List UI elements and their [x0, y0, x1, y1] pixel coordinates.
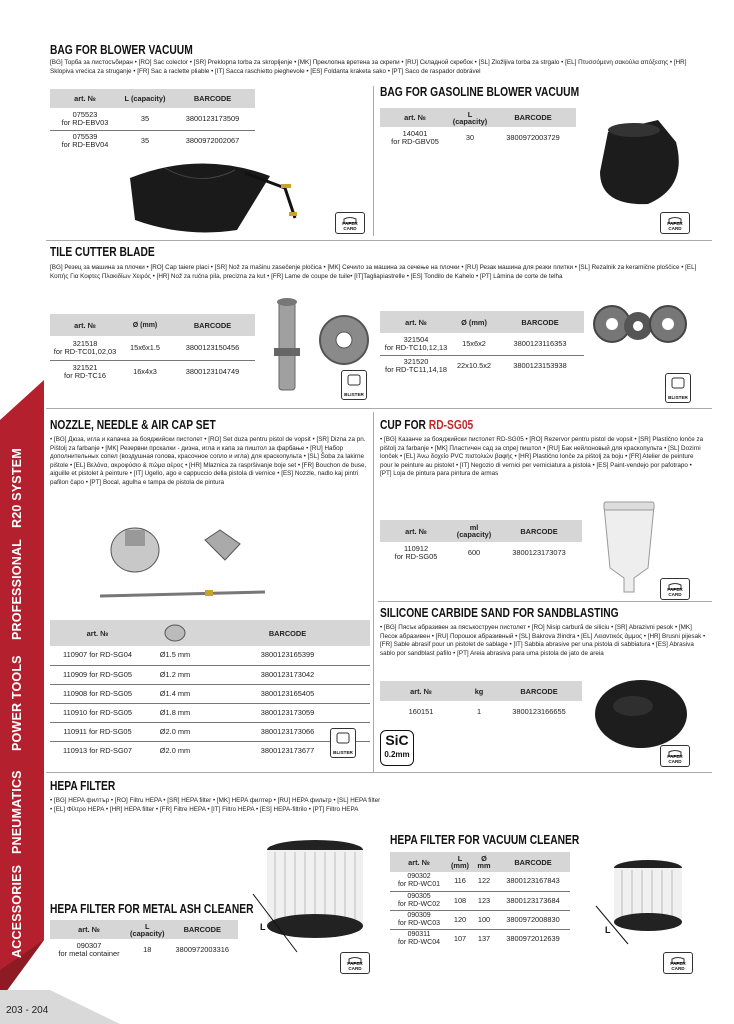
art-no: 110907 for RD-SG04 — [50, 646, 145, 665]
art-no: 090309 — [407, 911, 431, 919]
art-for: for RD-WC04 — [397, 938, 440, 946]
table-row — [380, 701, 582, 723]
pack-label: BLISTER — [344, 392, 364, 397]
col-art: art. № — [50, 920, 128, 939]
table-row — [50, 665, 370, 684]
table-row — [50, 108, 255, 130]
capacity: 35 — [120, 108, 170, 130]
sic-size: 0.2mm — [384, 750, 410, 759]
table-row — [390, 852, 570, 872]
paper-card-icon — [335, 212, 365, 234]
art-no: 110908 for RD-SG05 — [50, 684, 145, 703]
tile-title: TILE CUTTER BLADE — [50, 245, 155, 259]
barcode: 3800972003316 — [175, 945, 229, 954]
divider — [46, 240, 712, 241]
length: 116 — [448, 872, 472, 891]
barcode: 3800123153938 — [513, 361, 567, 371]
table-cell — [390, 910, 448, 929]
diameter: Ø1.2 mm — [145, 665, 205, 684]
hepa-desc-2: • [EL] Φίλτρο HEPA • [HR] HEPA filter • [FR] Filtre HEPA • [IT] Filtro HEPA • [ES] HEPA-filtrilo • [PT] Filtro HEPA — [50, 806, 359, 813]
table-row — [380, 108, 576, 127]
tile-table-left — [50, 314, 255, 384]
blister-icon — [665, 373, 691, 403]
table-row — [50, 722, 370, 741]
paper-card-icon — [660, 578, 690, 600]
art-no: 090302 — [407, 873, 431, 881]
size: 22x10.5x2 — [456, 361, 492, 371]
table-row — [390, 929, 570, 948]
col-art: art. № — [390, 852, 448, 872]
page-numbers: 203 - 204 — [6, 1005, 49, 1016]
paper-card-icon — [660, 745, 690, 767]
table-row — [380, 355, 584, 377]
art-no: 110913 for RD-SG07 — [63, 745, 132, 755]
paper-card-icon — [340, 952, 370, 974]
cup-title: CUP FOR RD-SG05 — [380, 418, 474, 432]
dimension-l-label: L — [605, 925, 611, 935]
art-no: 160151 — [408, 707, 434, 716]
table-cell — [50, 108, 120, 130]
capacity: 35 — [140, 136, 150, 146]
col-barcode: BARCODE — [496, 681, 582, 701]
barcode: 3800123165399 — [205, 646, 370, 665]
col-art: art. № — [380, 108, 450, 127]
table-cell — [50, 939, 128, 961]
table-cell — [50, 130, 120, 152]
dimension-l-label: L — [260, 922, 266, 932]
col-diameter: Ø mm — [472, 852, 496, 872]
barcode: 3800123173059 — [205, 703, 370, 722]
table-row — [50, 130, 255, 152]
col-art: art. № — [50, 314, 120, 336]
bag-gasoline-title: BAG FOR GASOLINE BLOWER VACUUM — [380, 85, 580, 99]
table-row — [50, 336, 255, 360]
nozzle-desc: • [BG] Дюза, игла и капачка за бояджийски пистолет • [RO] Set duza pentru pistol de vopsit • [SR] Dizna za pn. Pištolj za farbanje • [MK] Резервни прскалки - дизна, игла и капа за пиштол за фарбање • [RU] Набор дополнительных сопел (воздушная голова, красочное сопло и игла) для краскопульта • [SL] Šoba za lakirne pištole • [EL] Βελόνα, ακροφύσιο & πώμα αέρος • [HR] Mlaznica za raspršivanje boje set • [FR] Bouchon de buse, aiguille et pistolet à peinture • [IT] Ugello, ago e cappuccio della pistola di vernice • [ES] Nozzle, nadlo kaj pintri pafilon ĉapo • [PT] Bocal, agulha e tampa de pistola de pintura — [50, 436, 367, 486]
art-for: for metal container — [58, 949, 120, 958]
sand-table — [380, 681, 582, 723]
table-cell — [390, 929, 448, 948]
table-row — [380, 520, 582, 542]
length: 120 — [448, 910, 472, 929]
table-row — [380, 333, 584, 355]
col-art: art. № — [380, 520, 452, 542]
art-for: for RD-TC10,12,13 — [384, 342, 448, 352]
table-row — [390, 910, 570, 929]
art-for: for RD-TC11,14,18 — [385, 365, 447, 375]
sidebar-professional[interactable]: PROFESSIONAL — [10, 538, 24, 640]
table-row — [380, 311, 584, 333]
capacity: 600 — [467, 548, 481, 557]
capacity: 30 — [465, 133, 475, 142]
col-barcode: BARCODE — [170, 89, 255, 108]
diameter: 123 — [472, 891, 496, 910]
art-no: 090307 — [76, 941, 102, 950]
sidebar-pneumatics[interactable]: PNEUMATICS — [10, 770, 24, 854]
col-art: art. № — [380, 311, 452, 333]
art-for: for RD-WC01 — [397, 881, 440, 889]
art-no: 110912 — [403, 544, 429, 553]
art-no: 110909 for RD-SG05 — [50, 665, 145, 684]
art-no: 140401 — [402, 129, 428, 138]
art-for: for RD-WC02 — [397, 900, 440, 908]
col-length: L (mm) — [448, 852, 472, 872]
barcode: 3800123173509 — [170, 108, 255, 130]
gasoline-bag-image — [588, 112, 698, 212]
col-barcode: BARCODE — [496, 852, 570, 872]
table-row — [50, 920, 238, 939]
diameter: 122 — [472, 872, 496, 891]
bag-gasoline-table — [380, 108, 576, 149]
diameter: Ø1.4 mm — [145, 684, 205, 703]
barcode: 3800123173042 — [205, 665, 370, 684]
bag-blower-title: BAG FOR BLOWER VACUUM — [50, 43, 193, 57]
table-row — [50, 939, 238, 961]
bag-blower-table — [50, 89, 255, 152]
table-row — [50, 703, 370, 722]
barcode: 3800123150456 — [170, 336, 255, 360]
table-row — [380, 681, 582, 701]
tile-table-right — [380, 311, 584, 377]
table-cell — [380, 542, 452, 564]
col-barcode: BARCODE — [205, 620, 370, 646]
size: 16x4x3 — [133, 367, 157, 377]
capacity: 18 — [143, 945, 152, 954]
cup-desc: • [BG] Казанче за бояджийски пистолет RD-SG05 • [RO] Rezervor pentru pistol de vopsit • [SR] Plastično lonče za pištolj za farbanje • [MK] Пластичен сад за спреј пиштол • [RU] Бак нейлоновый для краскопульта • [SL] Dozirni lonček • [EL] Άνω δοχείο PVC πιστολιών βαφής • [HR] Plastično lonče za pištolj za boju • [FR] Atelier de peinture pour le peinture au pistolet • [IT] Negozio di vernici per verniciatura a pistola • [ES] Paint-vendejo por pafotrapo • [PT] Loja de pintura para pintura de armas — [380, 436, 704, 478]
length: 108 — [448, 891, 472, 910]
divider — [46, 772, 712, 773]
col-capacity: ml (capacity) — [452, 520, 496, 542]
art-no: 321504 — [403, 334, 429, 344]
hepa-desc-1: • [BG] HEPA филтър • [RO] Filtru HEPA • [SR] HEPA filter • [MK] HEPA филтер • [RU] HEPA фильтр • [SL] HEPA filter — [50, 797, 381, 804]
art-no: 321520 — [403, 357, 429, 367]
art-no: 110911 for RD-SG05 — [50, 722, 145, 741]
sidebar — [0, 380, 44, 1000]
table-row — [50, 360, 255, 384]
sand-pile-image — [593, 672, 689, 750]
blower-bag-image — [105, 158, 305, 238]
barcode: 3800123166655 — [512, 707, 566, 716]
divider — [373, 412, 374, 772]
pack-label: PAPER CARD — [667, 221, 683, 231]
art-no: 321518 — [72, 338, 98, 348]
barcode: 3800972008830 — [496, 910, 570, 929]
col-barcode: BARCODE — [167, 920, 239, 939]
barcode: 3800123173677 — [260, 745, 315, 755]
pack-label: PAPER CARD — [670, 961, 686, 971]
art-no: 321521 — [72, 363, 98, 373]
barcode: 3800123173684 — [496, 891, 570, 910]
table-row — [50, 314, 255, 336]
cup-table — [380, 520, 582, 564]
barcode: 3800972012639 — [506, 933, 560, 943]
art-for: for RD-SG05 — [394, 552, 438, 561]
diameter: 100 — [472, 910, 496, 929]
col-diameter: Ø (mm) — [120, 314, 170, 336]
paper-card-icon — [663, 952, 693, 974]
art-for: for RD-TC16 — [64, 371, 106, 381]
table-cell — [50, 360, 120, 384]
pack-label: PAPER CARD — [667, 587, 683, 597]
barcode: 3800972003729 — [506, 133, 560, 142]
col-art: art. № — [50, 89, 120, 108]
hepa-metal-table — [50, 920, 238, 961]
barcode: 3800123173066 — [205, 722, 370, 741]
art-for: for RD-EBV04 — [61, 140, 109, 150]
sidebar-power-tools[interactable]: POWER TOOLS — [10, 655, 24, 751]
diameter: Ø1.5 mm — [145, 646, 205, 665]
paper-card-icon — [660, 212, 690, 234]
diameter: Ø2.0 mm — [159, 745, 191, 755]
art-no: 075523 — [72, 109, 98, 119]
hepa-vac-table — [390, 852, 570, 948]
diameter: Ø1.8 mm — [145, 703, 205, 722]
table-row — [380, 127, 576, 149]
col-art: art. № — [50, 620, 145, 646]
art-no: 110910 for RD-SG05 — [50, 703, 145, 722]
diameter: 137 — [477, 933, 491, 943]
art-no: 090305 — [407, 892, 431, 900]
col-diameter: Ø (mm) — [452, 311, 496, 333]
table-cell — [380, 355, 452, 377]
col-barcode: BARCODE — [170, 314, 255, 336]
art-for: for RD-GBV05 — [391, 137, 439, 146]
sidebar-r20[interactable]: R20 SYSTEM — [10, 448, 24, 528]
art-no: 075539 — [72, 132, 98, 142]
table-row — [50, 646, 370, 665]
cup-image — [598, 498, 660, 594]
size: 15x6x2 — [452, 333, 496, 355]
col-capacity: L (capacity) — [120, 89, 170, 108]
col-kg: kg — [462, 681, 496, 701]
hepa-vac-title: HEPA FILTER FOR VACUUM CLEANER — [390, 833, 580, 847]
pack-label: BLISTER — [333, 750, 353, 755]
hepa-title: HEPA FILTER — [50, 779, 116, 793]
col-barcode: BARCODE — [496, 311, 584, 333]
nozzle-icon — [160, 624, 190, 642]
table-cell — [390, 891, 448, 910]
blister-icon — [330, 728, 356, 758]
blister-icon — [341, 370, 367, 400]
barcode: 3800123167843 — [496, 872, 570, 891]
divider — [378, 601, 712, 602]
art-no: 090311 — [407, 930, 431, 938]
sand-title: SILICONE CARBIDE SAND FOR SANDBLASTING — [380, 606, 619, 620]
pack-label: PAPER CARD — [342, 221, 358, 231]
sic-badge — [380, 730, 414, 766]
tile-desc: [BG] Резец за машина за плочки • [RO] Cap taiere placi • [SR] Nož za mašinu zasečenje pločica • [MK] Сечило за машина за сечење на плочки • [RU] Резак машина для резки плитки • [SL] Rezalnik za keramične ploščice • [EL] Κοπής Για Κοφτες Πλακιδίων Χειρός • [HR] Nož za ručna pila, precizna za kut • [FR] Lame de coupe de tuile• [IT]Tagliapiastrelle • [ES] Tondilo de Kahelo • [PT] Lâmina de corte de telha — [50, 264, 697, 280]
col-capacity: L (capacity) — [130, 921, 165, 938]
nozzle-table — [50, 620, 370, 760]
table-row — [50, 741, 370, 760]
barcode: 3800972002067 — [185, 136, 240, 146]
col-barcode: BARCODE — [496, 520, 582, 542]
barcode: 3800123104749 — [185, 367, 240, 377]
bag-blower-desc: [BG] Торба за листосъбиран • [RO] Sac colector • [SR] Preklopna torba za skropljenje • [MK] Преклопна вретена за скрепи • [RU] Складной скребок • [SL] Zložljiva torba za strgalo • [EL] Πτυσσόμενη σακούλα απόξεσης • [HR] Sklopiva vrećica za struganje • [FR] Sac à raclette pliable • [IT] Sacca raschietto pieghevole • [ES] Foldanta kraketa sako • [PT] Saco de raspador dobrável — [50, 59, 687, 75]
table-row — [390, 891, 570, 910]
table-cell — [50, 336, 120, 360]
kg: 1 — [476, 707, 482, 716]
barcode: 3800123165405 — [205, 684, 370, 703]
diameter: Ø2.0 mm — [145, 722, 205, 741]
hepa-filter-large-image — [245, 838, 380, 956]
col-nozzle-icon — [145, 620, 205, 646]
hepa-metal-title: HEPA FILTER FOR METAL ASH CLEANER — [50, 902, 254, 916]
pack-label: BLISTER — [668, 395, 688, 400]
col-capacity: L (capacity) — [450, 108, 490, 127]
divider — [46, 408, 712, 409]
barcode: 3800123173073 — [512, 548, 566, 557]
table-row — [50, 684, 370, 703]
pack-label: PAPER CARD — [667, 754, 683, 764]
sand-desc: • [BG] Пясък абразивен за пясъкоструен пистолет • [RO] Nisip carbură de siliciu • [SR] Abrazivni pesok • [MK] Песок абразивен • [RU] Порошок абразивный • [SL] Bakrova žlindra • [EL] Λειαντικός άμμος • [HR] Brusni pijesak • [FR] Sable abrasif pour un pistolet de sablage • [IT] Sabbia abrasive per una pistola di sabbiatura • [ES] Abrasiva sablo por sandblast pafilo • [PT] Areia abrasiva para uma pistola de jato de areia — [380, 624, 706, 657]
art-for: for RD-WC03 — [397, 919, 440, 927]
table-row — [50, 620, 370, 646]
sic-label: SiC — [385, 732, 409, 748]
art-for: for RD-TC01,02,03 — [53, 346, 117, 356]
nozzle-title: NOZZLE, NEEDLE & AIR CAP SET — [50, 418, 216, 432]
pack-label: PAPER CARD — [347, 961, 363, 971]
barcode: 3800123116353 — [496, 333, 584, 355]
length: 107 — [453, 933, 467, 943]
table-cell — [390, 872, 448, 891]
col-barcode: BARCODE — [490, 108, 576, 127]
art-for: for RD-EBV03 — [61, 117, 109, 127]
sidebar-accessories[interactable]: ACCESSORIES — [10, 864, 24, 958]
col-art: art. № — [380, 681, 462, 701]
table-row — [390, 872, 570, 891]
table-row — [380, 542, 582, 564]
nozzle-set-image — [95, 520, 275, 600]
table-row — [50, 89, 255, 108]
table-cell — [380, 333, 452, 355]
table-cell — [380, 127, 450, 149]
size: 15x6x1.5 — [120, 336, 170, 360]
tile-blades-image — [590, 300, 690, 350]
divider — [373, 86, 374, 236]
